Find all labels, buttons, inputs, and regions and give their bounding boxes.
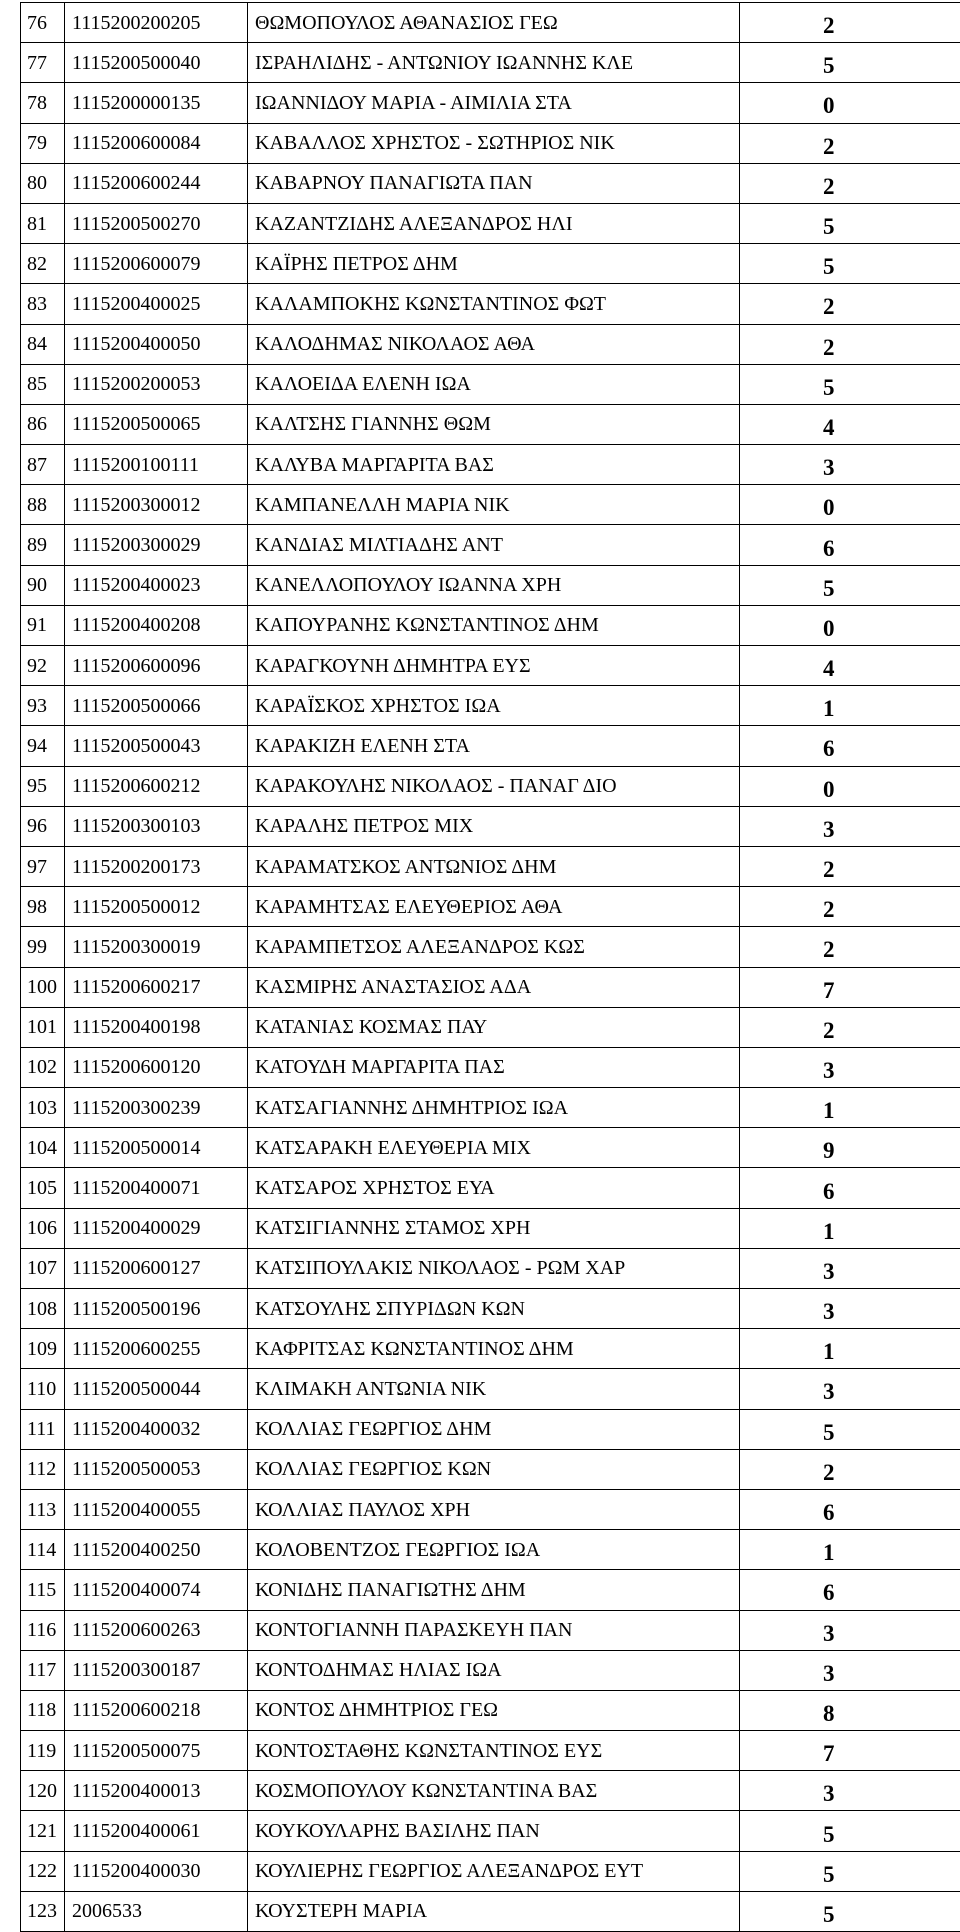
student-id: 1115200200205 xyxy=(65,3,248,43)
grade: 5 xyxy=(740,203,960,243)
grade: 4 xyxy=(740,404,960,444)
table-row xyxy=(21,927,960,967)
table-row xyxy=(21,1248,960,1288)
student-name: ΚΑΒΑΡΝΟΥ ΠΑΝΑΓΙΩΤΑ ΠΑΝ xyxy=(248,163,740,203)
row-number: 91 xyxy=(21,605,65,645)
table-row xyxy=(21,163,960,203)
student-id: 1115200300012 xyxy=(65,485,248,525)
table-row xyxy=(21,203,960,243)
table-row xyxy=(21,83,960,123)
student-name: ΚΟΝΤΟΓΙΑΝΝΗ ΠΑΡΑΣΚΕΥΗ ΠΑΝ xyxy=(248,1610,740,1650)
row-number: 108 xyxy=(21,1289,65,1329)
row-number: 112 xyxy=(21,1449,65,1489)
student-name: ΚΑΜΠΑΝΕΛΛΗ ΜΑΡΙΑ ΝΙΚ xyxy=(248,485,740,525)
row-number: 122 xyxy=(21,1851,65,1891)
student-name: ΚΟΝΤΟΔΗΜΑΣ ΗΛΙΑΣ ΙΩΑ xyxy=(248,1650,740,1690)
grade: 2 xyxy=(740,123,960,163)
table-row xyxy=(21,3,960,43)
row-number: 110 xyxy=(21,1369,65,1409)
student-id: 1115200600096 xyxy=(65,646,248,686)
student-name: ΚΑΤΣΟΥΛΗΣ ΣΠΥΡΙΔΩΝ ΚΩΝ xyxy=(248,1289,740,1329)
table-row xyxy=(21,846,960,886)
student-id: 1115200400061 xyxy=(65,1811,248,1851)
student-id: 1115200000135 xyxy=(65,83,248,123)
table-row xyxy=(21,1409,960,1449)
row-number: 87 xyxy=(21,445,65,485)
table-row xyxy=(21,887,960,927)
table-row xyxy=(21,605,960,645)
grade: 3 xyxy=(740,445,960,485)
grade: 5 xyxy=(740,244,960,284)
student-name: ΚΟΛΛΙΑΣ ΓΕΩΡΓΙΟΣ ΚΩΝ xyxy=(248,1449,740,1489)
row-number: 106 xyxy=(21,1208,65,1248)
row-number: 119 xyxy=(21,1731,65,1771)
row-number: 84 xyxy=(21,324,65,364)
table-row xyxy=(21,1771,960,1811)
table-row xyxy=(21,1891,960,1931)
student-id: 1115200400030 xyxy=(65,1851,248,1891)
row-number: 76 xyxy=(21,3,65,43)
student-id: 1115200400074 xyxy=(65,1570,248,1610)
row-number: 83 xyxy=(21,284,65,324)
student-name: ΚΑΤΑΝΙΑΣ ΚΟΣΜΑΣ ΠΑΥ xyxy=(248,1007,740,1047)
student-id: 1115200600079 xyxy=(65,244,248,284)
table-row xyxy=(21,1489,960,1529)
grade: 1 xyxy=(740,1530,960,1570)
grade: 0 xyxy=(740,605,960,645)
grade: 0 xyxy=(740,766,960,806)
table-row xyxy=(21,284,960,324)
grade: 3 xyxy=(740,1289,960,1329)
grades-table xyxy=(20,2,960,1932)
table-row xyxy=(21,1289,960,1329)
table-row xyxy=(21,1570,960,1610)
student-id: 1115200600217 xyxy=(65,967,248,1007)
student-name: ΚΑΤΣΙΠΟΥΛΑΚΙΣ ΝΙΚΟΛΑΟΣ - ΡΩΜ ΧΑΡ xyxy=(248,1248,740,1288)
table-row xyxy=(21,1007,960,1047)
student-id: 1115200500043 xyxy=(65,726,248,766)
student-id: 1115200400071 xyxy=(65,1168,248,1208)
grade: 1 xyxy=(740,1208,960,1248)
grade: 3 xyxy=(740,1047,960,1087)
student-name: ΚΟΛΟΒΕΝΤΖΟΣ ΓΕΩΡΓΙΟΣ ΙΩΑ xyxy=(248,1530,740,1570)
student-id: 1115200500066 xyxy=(65,686,248,726)
table-row xyxy=(21,1047,960,1087)
table-row xyxy=(21,806,960,846)
student-id: 1115200600084 xyxy=(65,123,248,163)
student-name: ΚΑΤΣΑΓΙΑΝΝΗΣ ΔΗΜΗΤΡΙΟΣ ΙΩΑ xyxy=(248,1088,740,1128)
grade: 1 xyxy=(740,686,960,726)
student-id: 1115200300103 xyxy=(65,806,248,846)
grade: 2 xyxy=(740,324,960,364)
grade: 8 xyxy=(740,1690,960,1730)
student-id: 1115200400050 xyxy=(65,324,248,364)
student-name: ΚΑΤΣΑΡΟΣ ΧΡΗΣΤΟΣ ΕΥΑ xyxy=(248,1168,740,1208)
student-id: 1115200300239 xyxy=(65,1088,248,1128)
grade: 7 xyxy=(740,967,960,1007)
table-row xyxy=(21,404,960,444)
student-name: ΚΟΝΤΟΣ ΔΗΜΗΤΡΙΟΣ ΓΕΩ xyxy=(248,1690,740,1730)
row-number: 93 xyxy=(21,686,65,726)
student-id: 1115200500044 xyxy=(65,1369,248,1409)
student-id: 1115200500270 xyxy=(65,203,248,243)
grade: 1 xyxy=(740,1329,960,1369)
row-number: 117 xyxy=(21,1650,65,1690)
student-name: ΙΩΑΝΝΙΔΟΥ ΜΑΡΙΑ - ΑΙΜΙΛΙΑ ΣΤΑ xyxy=(248,83,740,123)
row-number: 105 xyxy=(21,1168,65,1208)
table-row xyxy=(21,1168,960,1208)
row-number: 109 xyxy=(21,1329,65,1369)
student-id: 1115200100111 xyxy=(65,445,248,485)
row-number: 99 xyxy=(21,927,65,967)
row-number: 95 xyxy=(21,766,65,806)
grade: 9 xyxy=(740,1128,960,1168)
table-row xyxy=(21,1530,960,1570)
student-id: 1115200200053 xyxy=(65,364,248,404)
row-number: 100 xyxy=(21,967,65,1007)
table-row xyxy=(21,1449,960,1489)
table-row xyxy=(21,1329,960,1369)
student-name: ΚΑΡΑΚΙΖΗ ΕΛΕΝΗ ΣΤΑ xyxy=(248,726,740,766)
row-number: 96 xyxy=(21,806,65,846)
student-name: ΚΟΛΛΙΑΣ ΓΕΩΡΓΙΟΣ ΔΗΜ xyxy=(248,1409,740,1449)
student-name: ΙΣΡΑΗΛΙΔΗΣ - ΑΝΤΩΝΙΟΥ ΙΩΑΝΝΗΣ ΚΛΕ xyxy=(248,43,740,83)
student-id: 1115200400198 xyxy=(65,1007,248,1047)
student-name: ΚΑΡΑΪΣΚΟΣ ΧΡΗΣΤΟΣ ΙΩΑ xyxy=(248,686,740,726)
student-name: ΚΑΪΡΗΣ ΠΕΤΡΟΣ ΔΗΜ xyxy=(248,244,740,284)
grade: 3 xyxy=(740,806,960,846)
grade: 2 xyxy=(740,887,960,927)
grade: 1 xyxy=(740,1088,960,1128)
student-name: ΚΑΡΑΜΗΤΣΑΣ ΕΛΕΥΘΕΡΙΟΣ ΑΘΑ xyxy=(248,887,740,927)
student-id: 1115200600127 xyxy=(65,1248,248,1288)
student-id: 1115200400055 xyxy=(65,1489,248,1529)
grade: 5 xyxy=(740,1409,960,1449)
grade: 2 xyxy=(740,1449,960,1489)
row-number: 82 xyxy=(21,244,65,284)
row-number: 111 xyxy=(21,1409,65,1449)
table-row xyxy=(21,1690,960,1730)
student-name: ΚΟΥΛΙΕΡΗΣ ΓΕΩΡΓΙΟΣ ΑΛΕΞΑΝΔΡΟΣ ΕΥΤ xyxy=(248,1851,740,1891)
grade: 0 xyxy=(740,485,960,525)
student-name: ΚΑΛΟΕΙΔΑ ΕΛΕΝΗ ΙΩΑ xyxy=(248,364,740,404)
student-name: ΚΑΠΟΥΡΑΝΗΣ ΚΩΝΣΤΑΝΤΙΝΟΣ ΔΗΜ xyxy=(248,605,740,645)
grade: 0 xyxy=(740,83,960,123)
student-name: ΚΑΖΑΝΤΖΙΔΗΣ ΑΛΕΞΑΝΔΡΟΣ ΗΛΙ xyxy=(248,203,740,243)
row-number: 78 xyxy=(21,83,65,123)
grade: 5 xyxy=(740,1811,960,1851)
student-name: ΚΟΥΣΤΕΡΗ ΜΑΡΙΑ xyxy=(248,1891,740,1931)
grade: 6 xyxy=(740,726,960,766)
student-name: ΚΑΤΟΥΔΗ ΜΑΡΓΑΡΙΤΑ ΠΑΣ xyxy=(248,1047,740,1087)
student-name: ΚΟΝΙΔΗΣ ΠΑΝΑΓΙΩΤΗΣ ΔΗΜ xyxy=(248,1570,740,1610)
row-number: 98 xyxy=(21,887,65,927)
student-id: 1115200500012 xyxy=(65,887,248,927)
row-number: 89 xyxy=(21,525,65,565)
row-number: 97 xyxy=(21,846,65,886)
table-row xyxy=(21,525,960,565)
student-id: 1115200600212 xyxy=(65,766,248,806)
student-id: 2006533 xyxy=(65,1891,248,1931)
grade: 2 xyxy=(740,284,960,324)
table-row xyxy=(21,1731,960,1771)
student-name: ΚΑΛΤΣΗΣ ΓΙΑΝΝΗΣ ΘΩΜ xyxy=(248,404,740,444)
student-name: ΚΑΣΜΙΡΗΣ ΑΝΑΣΤΑΣΙΟΣ ΑΔΑ xyxy=(248,967,740,1007)
table-row xyxy=(21,324,960,364)
grade: 3 xyxy=(740,1650,960,1690)
grade: 5 xyxy=(740,565,960,605)
student-name: ΚΟΣΜΟΠΟΥΛΟΥ ΚΩΝΣΤΑΝΤΙΝΑ ΒΑΣ xyxy=(248,1771,740,1811)
table-row xyxy=(21,1088,960,1128)
row-number: 90 xyxy=(21,565,65,605)
student-id: 1115200400023 xyxy=(65,565,248,605)
grades-table-body xyxy=(21,3,960,1932)
table-row xyxy=(21,967,960,1007)
table-row xyxy=(21,43,960,83)
row-number: 86 xyxy=(21,404,65,444)
table-row xyxy=(21,1811,960,1851)
row-number: 88 xyxy=(21,485,65,525)
grade: 5 xyxy=(740,1851,960,1891)
grade: 3 xyxy=(740,1610,960,1650)
row-number: 123 xyxy=(21,1891,65,1931)
table-row xyxy=(21,1650,960,1690)
student-name: ΚΑΡΑΜΑΤΣΚΟΣ ΑΝΤΩΝΙΟΣ ΔΗΜ xyxy=(248,846,740,886)
student-id: 1115200600263 xyxy=(65,1610,248,1650)
student-id: 1115200300019 xyxy=(65,927,248,967)
grade: 2 xyxy=(740,846,960,886)
row-number: 92 xyxy=(21,646,65,686)
row-number: 114 xyxy=(21,1530,65,1570)
table-row xyxy=(21,686,960,726)
student-id: 1115200400029 xyxy=(65,1208,248,1248)
grade: 2 xyxy=(740,3,960,43)
student-name: ΚΑΡΑΓΚΟΥΝΗ ΔΗΜΗΤΡΑ ΕΥΣ xyxy=(248,646,740,686)
table-row xyxy=(21,123,960,163)
grade: 5 xyxy=(740,1891,960,1931)
row-number: 104 xyxy=(21,1128,65,1168)
grade: 6 xyxy=(740,1168,960,1208)
student-id: 1115200400208 xyxy=(65,605,248,645)
grade: 2 xyxy=(740,163,960,203)
student-name: ΚΛΙΜΑΚΗ ΑΝΤΩΝΙΑ ΝΙΚ xyxy=(248,1369,740,1409)
grade: 2 xyxy=(740,1007,960,1047)
student-id: 1115200600244 xyxy=(65,163,248,203)
student-id: 1115200200173 xyxy=(65,846,248,886)
table-row xyxy=(21,1851,960,1891)
table-row xyxy=(21,485,960,525)
student-id: 1115200300187 xyxy=(65,1650,248,1690)
student-id: 1115200500075 xyxy=(65,1731,248,1771)
row-number: 85 xyxy=(21,364,65,404)
row-number: 118 xyxy=(21,1690,65,1730)
grade: 7 xyxy=(740,1731,960,1771)
table-row xyxy=(21,1128,960,1168)
row-number: 81 xyxy=(21,203,65,243)
table-row xyxy=(21,1369,960,1409)
table-row xyxy=(21,1610,960,1650)
table-row xyxy=(21,565,960,605)
student-id: 1115200600120 xyxy=(65,1047,248,1087)
grade: 6 xyxy=(740,525,960,565)
student-name: ΘΩΜΟΠΟΥΛΟΣ ΑΘΑΝΑΣΙΟΣ ΓΕΩ xyxy=(248,3,740,43)
student-id: 1115200500065 xyxy=(65,404,248,444)
student-id: 1115200400013 xyxy=(65,1771,248,1811)
student-name: ΚΑΝΕΛΛΟΠΟΥΛΟΥ ΙΩΑΝΝΑ ΧΡΗ xyxy=(248,565,740,605)
row-number: 120 xyxy=(21,1771,65,1811)
table-row xyxy=(21,766,960,806)
row-number: 113 xyxy=(21,1489,65,1529)
row-number: 103 xyxy=(21,1088,65,1128)
table-row xyxy=(21,1208,960,1248)
student-id: 1115200600255 xyxy=(65,1329,248,1369)
row-number: 94 xyxy=(21,726,65,766)
table-row xyxy=(21,646,960,686)
table-row xyxy=(21,364,960,404)
row-number: 115 xyxy=(21,1570,65,1610)
row-number: 107 xyxy=(21,1248,65,1288)
row-number: 80 xyxy=(21,163,65,203)
student-name: ΚΑΡΑΜΠΕΤΣΟΣ ΑΛΕΞΑΝΔΡΟΣ ΚΩΣ xyxy=(248,927,740,967)
row-number: 102 xyxy=(21,1047,65,1087)
student-name: ΚΟΝΤΟΣΤΑΘΗΣ ΚΩΝΣΤΑΝΤΙΝΟΣ ΕΥΣ xyxy=(248,1731,740,1771)
student-id: 1115200500014 xyxy=(65,1128,248,1168)
student-name: ΚΑΦΡΙΤΣΑΣ ΚΩΝΣΤΑΝΤΙΝΟΣ ΔΗΜ xyxy=(248,1329,740,1369)
student-id: 1115200500053 xyxy=(65,1449,248,1489)
grade: 5 xyxy=(740,43,960,83)
grade: 3 xyxy=(740,1771,960,1811)
student-name: ΚΑΒΑΛΛΟΣ ΧΡΗΣΤΟΣ - ΣΩΤΗΡΙΟΣ ΝΙΚ xyxy=(248,123,740,163)
student-name: ΚΑΛΑΜΠΟΚΗΣ ΚΩΝΣΤΑΝΤΙΝΟΣ ΦΩΤ xyxy=(248,284,740,324)
student-name: ΚΑΤΣΑΡΑΚΗ ΕΛΕΥΘΕΡΙΑ ΜΙΧ xyxy=(248,1128,740,1168)
student-id: 1115200500196 xyxy=(65,1289,248,1329)
student-name: ΚΑΤΣΙΓΙΑΝΝΗΣ ΣΤΑΜΟΣ ΧΡΗ xyxy=(248,1208,740,1248)
grade: 4 xyxy=(740,646,960,686)
table-row xyxy=(21,244,960,284)
table-row xyxy=(21,445,960,485)
row-number: 77 xyxy=(21,43,65,83)
table-row xyxy=(21,726,960,766)
student-id: 1115200300029 xyxy=(65,525,248,565)
student-id: 1115200400250 xyxy=(65,1530,248,1570)
grade: 6 xyxy=(740,1489,960,1529)
row-number: 79 xyxy=(21,123,65,163)
student-id: 1115200400032 xyxy=(65,1409,248,1449)
grade: 2 xyxy=(740,927,960,967)
grade: 3 xyxy=(740,1248,960,1288)
student-name: ΚΑΛΥΒΑ ΜΑΡΓΑΡΙΤΑ ΒΑΣ xyxy=(248,445,740,485)
student-id: 1115200600218 xyxy=(65,1690,248,1730)
grade: 3 xyxy=(740,1369,960,1409)
student-id: 1115200400025 xyxy=(65,284,248,324)
student-name: ΚΑΡΑΛΗΣ ΠΕΤΡΟΣ ΜΙΧ xyxy=(248,806,740,846)
student-name: ΚΟΛΛΙΑΣ ΠΑΥΛΟΣ ΧΡΗ xyxy=(248,1489,740,1529)
grade: 6 xyxy=(740,1570,960,1610)
student-id: 1115200500040 xyxy=(65,43,248,83)
row-number: 101 xyxy=(21,1007,65,1047)
student-name: ΚΑΝΔΙΑΣ ΜΙΛΤΙΑΔΗΣ ΑΝΤ xyxy=(248,525,740,565)
row-number: 116 xyxy=(21,1610,65,1650)
student-name: ΚΟΥΚΟΥΛΑΡΗΣ ΒΑΣΙΛΗΣ ΠΑΝ xyxy=(248,1811,740,1851)
student-name: ΚΑΛΟΔΗΜΑΣ ΝΙΚΟΛΑΟΣ ΑΘΑ xyxy=(248,324,740,364)
grade: 5 xyxy=(740,364,960,404)
student-name: ΚΑΡΑΚΟΥΛΗΣ ΝΙΚΟΛΑΟΣ - ΠΑΝΑΓ ΔΙΟ xyxy=(248,766,740,806)
row-number: 121 xyxy=(21,1811,65,1851)
